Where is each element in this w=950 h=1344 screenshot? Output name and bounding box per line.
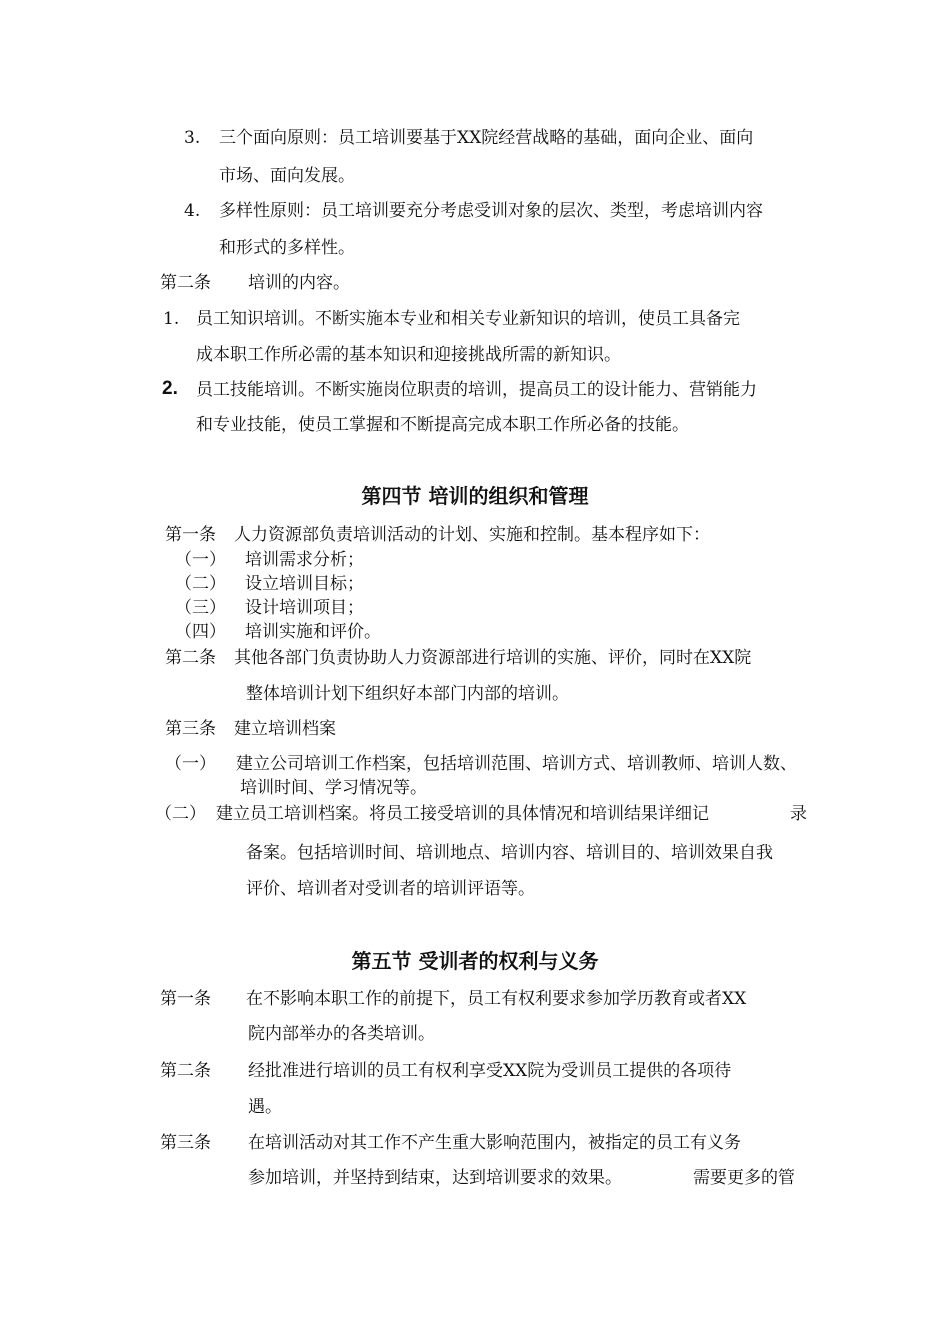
s5-article-1-text-cont: 院内部举办的各类培训。 — [248, 1024, 435, 1044]
s4-article-3-label: 第三条 — [165, 719, 216, 739]
s5-article-3-text: 在培训活动对其工作不产生重大影响范围内，被指定的员工有义务 — [248, 1133, 741, 1153]
step-3-number: （三） — [175, 598, 226, 618]
record-2-text-cont: 备案。包括培训时间、培训地点、培训内容、培训目的、培训效果自我 — [246, 843, 773, 863]
record-1-text: 建立公司培训工作档案，包括培训范围、培训方式、培训教师、培训人数、 — [236, 754, 797, 774]
s5-article-3-label: 第三条 — [160, 1133, 211, 1153]
s5-article-3-text-tail: 需要更多的管 — [693, 1168, 795, 1188]
s4-article-2-label: 第二条 — [165, 648, 216, 668]
content-2-number: 2. — [162, 378, 178, 399]
s4-article-3-text: 建立培训档案 — [234, 719, 336, 739]
record-2-text-tail: 录 — [790, 804, 807, 824]
s5-article-2-text-cont: 遇。 — [248, 1097, 282, 1117]
s5-article-1-label: 第一条 — [160, 989, 211, 1009]
section-5-heading: 第五节 受训者的权利与义务 — [351, 949, 599, 973]
article-2-title: 培训的内容。 — [248, 273, 350, 293]
item-4-number: 4. — [184, 201, 201, 221]
s5-article-3-text-cont: 参加培训，并坚持到结束，达到培训要求的效果。 — [248, 1168, 622, 1188]
s5-article-2-text: 经批准进行培训的员工有权利享受XX院为受训员工提供的各项待 — [248, 1061, 732, 1081]
content-1-text-cont: 成本职工作所必需的基本知识和迎接挑战所需的新知识。 — [196, 345, 621, 365]
content-1-text: 员工知识培训。不断实施本专业和相关专业新知识的培训，使员工具备完 — [196, 309, 740, 329]
step-1-number: （一） — [175, 550, 226, 570]
s4-article-1-label: 第一条 — [165, 525, 216, 545]
record-1-number: （一） — [165, 754, 216, 774]
step-1-text: 培训需求分析； — [245, 550, 364, 570]
item-4-text-cont: 和形式的多样性。 — [219, 238, 355, 258]
content-2-text-cont: 和专业技能，使员工掌握和不断提高完成本职工作所必备的技能。 — [196, 415, 689, 435]
record-1-text-cont: 培训时间、学习情况等。 — [240, 778, 427, 798]
item-3-text-cont: 市场、面向发展。 — [219, 166, 355, 186]
item-3-number: 3. — [184, 128, 201, 148]
step-4-number: （四） — [175, 622, 226, 642]
record-2-text: 建立员工培训档案。将员工接受培训的具体情况和培训结果详细记 — [216, 804, 709, 824]
step-4-text: 培训实施和评价。 — [245, 622, 381, 642]
article-2-label: 第二条 — [160, 273, 211, 293]
item-4-text: 多样性原则：员工培训要充分考虑受训对象的层次、类型，考虑培训内容 — [219, 201, 763, 221]
record-2-number: （二） — [155, 804, 206, 824]
s5-article-2-label: 第二条 — [160, 1061, 211, 1081]
record-2-text-cont-2: 评价、培训者对受训者的培训评语等。 — [246, 879, 535, 899]
s5-article-1-text: 在不影响本职工作的前提下，员工有权利要求参加学历教育或者XX — [246, 989, 747, 1009]
step-2-number: （二） — [175, 574, 226, 594]
section-4-heading: 第四节 培训的组织和管理 — [361, 484, 589, 508]
step-3-text: 设计培训项目； — [245, 598, 364, 618]
s4-article-1-text: 人力资源部负责培训活动的计划、实施和控制。基本程序如下： — [234, 525, 710, 545]
s4-article-2-text: 其他各部门负责协助人力资源部进行培训的实施、评价，同时在XX院 — [234, 648, 752, 668]
step-2-text: 设立培训目标； — [245, 574, 364, 594]
item-3-text: 三个面向原则：员工培训要基于XX院经营战略的基础，面向企业、面向 — [219, 128, 754, 148]
content-1-number: 1. — [163, 309, 180, 329]
content-2-text: 员工技能培训。不断实施岗位职责的培训，提高员工的设计能力、营销能力 — [196, 380, 757, 400]
s4-article-2-text-cont: 整体培训计划下组织好本部门内部的培训。 — [246, 684, 569, 704]
